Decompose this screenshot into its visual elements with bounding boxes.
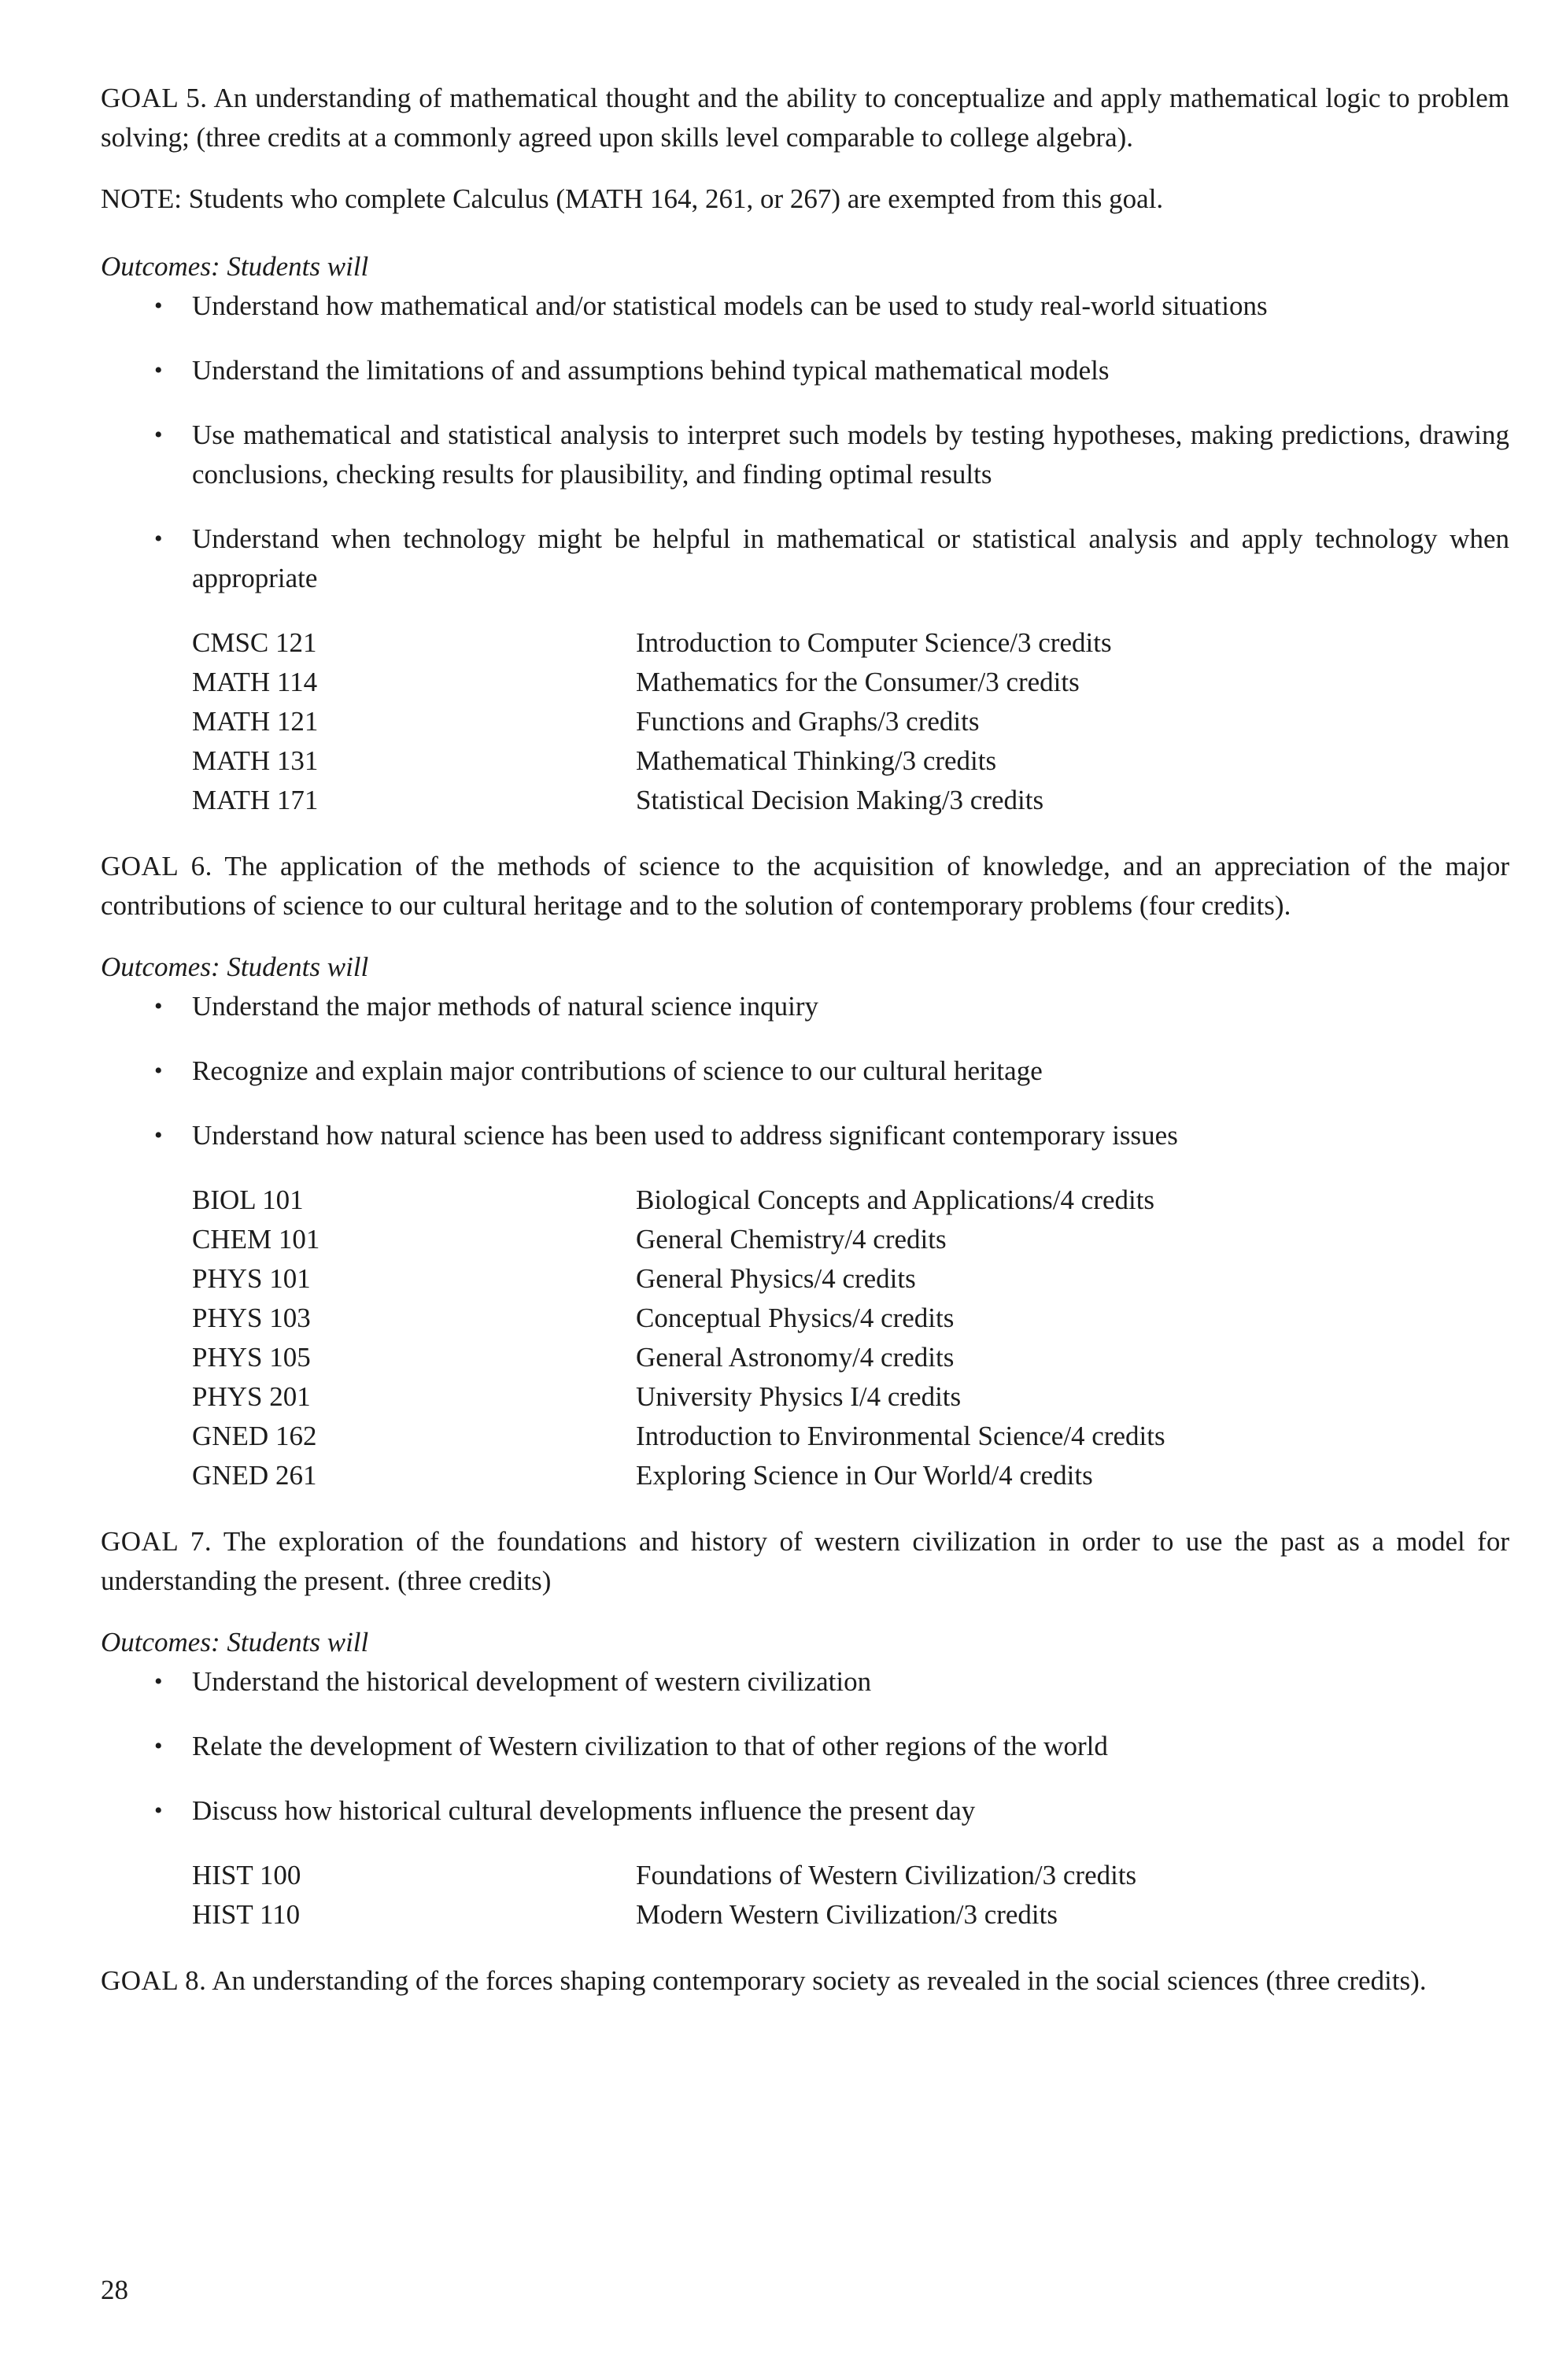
- course-code: HIST 100: [192, 1860, 301, 1890]
- goal-7-outcomes-list: [101, 1662, 1509, 1831]
- goal-5-note: NOTE: Students who complete Calculus (MATH 164, 261, or 267) are exempted from this goal.: [101, 183, 1164, 214]
- course-code: MATH 114: [192, 667, 318, 697]
- goal-7-section: [101, 1522, 1509, 1935]
- course-row: [192, 1895, 1509, 1935]
- goal-8-statement: [101, 1961, 1509, 2001]
- course-code: PHYS 201: [192, 1381, 311, 1412]
- course-row: [192, 1181, 1509, 1220]
- goal-5-text: An understanding of mathematical thought and the ability to conceptualize and apply mathematical logic to problem solving; (three credits at a commonly agreed upon skills level comparable to college algebra).: [101, 83, 1509, 153]
- course-code: HIST 110: [192, 1899, 301, 1930]
- goal-8-section: [101, 1961, 1509, 2001]
- outcome-text: Relate the development of Western civilization to that of other regions of the world: [192, 1731, 1108, 1761]
- bullet-icon: •: [154, 422, 163, 448]
- outcome-text: Recognize and explain major contributions of science to our cultural heritage: [192, 1055, 1043, 1086]
- list-item: [101, 1051, 1509, 1091]
- course-code: GNED 261: [192, 1460, 317, 1491]
- course-title: Functions and Graphs/3 credits: [636, 706, 980, 737]
- list-item: [101, 1727, 1509, 1766]
- course-title: Introduction to Environmental Science/4 credits: [636, 1421, 1165, 1451]
- list-item: [101, 1662, 1509, 1702]
- page-number: 28: [101, 2275, 128, 2305]
- outcome-text: Understand when technology might be helpful in mathematical or statistical analysis and apply technology when appropriate: [192, 523, 1509, 593]
- course-title: Biological Concepts and Applications/4 credits: [636, 1184, 1155, 1215]
- course-title: Mathematics for the Consumer/3 credits: [636, 667, 1080, 697]
- course-title: General Astronomy/4 credits: [636, 1342, 955, 1373]
- course-title: Exploring Science in Our World/4 credits: [636, 1460, 1093, 1491]
- list-item: [101, 351, 1509, 390]
- goal-5-section: [101, 79, 1509, 820]
- list-item: [101, 416, 1509, 494]
- course-title: Introduction to Computer Science/3 credits: [636, 627, 1112, 658]
- course-code: PHYS 105: [192, 1342, 311, 1373]
- bullet-icon: •: [154, 1733, 163, 1759]
- bullet-icon: •: [154, 1058, 163, 1084]
- course-row: [192, 1220, 1509, 1259]
- course-row: [192, 623, 1509, 663]
- goal-8-text: An understanding of the forces shaping contemporary society as revealed in the social sciences (three credits).: [212, 1965, 1427, 1996]
- course-title: University Physics I/4 credits: [636, 1381, 962, 1412]
- goal-6-section: [101, 847, 1509, 1495]
- list-item: [101, 987, 1509, 1026]
- course-title: Statistical Decision Making/3 credits: [636, 785, 1044, 815]
- course-code: MATH 131: [192, 745, 319, 776]
- outcome-text: Understand how natural science has been used to address significant contemporary issues: [192, 1120, 1178, 1151]
- course-code: GNED 162: [192, 1421, 317, 1451]
- goal-5-outcomes-list: [101, 286, 1509, 598]
- goal-7-label: GOAL 7.: [101, 1526, 212, 1557]
- list-item: [101, 1116, 1509, 1155]
- list-item: [101, 286, 1509, 326]
- goal-6-label: GOAL 6.: [101, 851, 212, 881]
- course-title: General Chemistry/4 credits: [636, 1224, 947, 1255]
- goal-5-outcomes-label: Outcomes: Students will: [101, 251, 369, 282]
- course-title: Modern Western Civilization/3 credits: [636, 1899, 1058, 1930]
- outcome-text: Use mathematical and statistical analysis to interpret such models by testing hypotheses, making predictions, drawing conclusions, checking results for plausibility, and finding optimal results: [192, 419, 1509, 490]
- course-code: BIOL 101: [192, 1184, 304, 1215]
- course-row: [192, 1259, 1509, 1299]
- outcome-text: Understand how mathematical and/or statistical models can be used to study real-world situations: [192, 290, 1268, 321]
- course-title: General Physics/4 credits: [636, 1263, 916, 1294]
- goal-5-label: GOAL 5.: [101, 83, 208, 113]
- list-item: [101, 1791, 1509, 1831]
- bullet-icon: •: [154, 993, 163, 1019]
- goal-8-label: GOAL 8.: [101, 1965, 207, 1996]
- bullet-icon: •: [154, 293, 163, 319]
- outcome-text: Understand the limitations of and assumptions behind typical mathematical models: [192, 355, 1110, 386]
- course-row: [192, 781, 1509, 820]
- goal-7-outcomes-label: Outcomes: Students will: [101, 1627, 369, 1658]
- course-code: PHYS 103: [192, 1303, 311, 1333]
- goal-6-text: The application of the methods of science to the acquisition of knowledge, and an appreciation of the major contributions of science to our cultural heritage and to the solution of contemporary problems (four credits).: [101, 851, 1510, 921]
- bullet-icon: •: [154, 1122, 163, 1148]
- course-row: [192, 741, 1509, 781]
- bullet-icon: •: [154, 1669, 163, 1694]
- course-title: Conceptual Physics/4 credits: [636, 1303, 955, 1333]
- goal-7-text: The exploration of the foundations and history of western civilization in order to use the past as a model for understanding the present. (three credits): [101, 1526, 1509, 1596]
- course-row: [192, 1338, 1509, 1377]
- course-row: [192, 1417, 1509, 1456]
- outcome-text: Understand the major methods of natural science inquiry: [192, 991, 819, 1022]
- goal-6-outcomes-list: [101, 987, 1509, 1155]
- course-code: PHYS 101: [192, 1263, 311, 1294]
- goal-5-statement: [101, 79, 1509, 157]
- list-item: [101, 519, 1509, 598]
- bullet-icon: •: [154, 1798, 163, 1824]
- bullet-icon: •: [154, 357, 163, 383]
- goal-6-statement: [101, 847, 1509, 926]
- bullet-icon: •: [154, 526, 163, 552]
- outcome-text: Discuss how historical cultural developments influence the present day: [192, 1795, 976, 1826]
- goal-5-course-list: [192, 623, 1509, 820]
- course-title: Mathematical Thinking/3 credits: [636, 745, 997, 776]
- course-row: [192, 702, 1509, 741]
- goal-7-course-list: [192, 1856, 1509, 1935]
- course-row: [192, 1456, 1509, 1495]
- goal-6-course-list: [192, 1181, 1509, 1495]
- course-title: Foundations of Western Civilization/3 credits: [636, 1860, 1137, 1890]
- course-row: [192, 1856, 1509, 1895]
- course-row: [192, 1299, 1509, 1338]
- course-row: [192, 1377, 1509, 1417]
- outcome-text: Understand the historical development of western civilization: [192, 1666, 872, 1697]
- goal-6-outcomes-label: Outcomes: Students will: [101, 952, 369, 982]
- course-code: CMSC 121: [192, 627, 317, 658]
- goal-7-statement: [101, 1522, 1509, 1601]
- course-row: [192, 663, 1509, 702]
- course-code: MATH 121: [192, 706, 319, 737]
- page-content: [101, 79, 1509, 2023]
- course-code: CHEM 101: [192, 1224, 320, 1255]
- course-code: MATH 171: [192, 785, 319, 815]
